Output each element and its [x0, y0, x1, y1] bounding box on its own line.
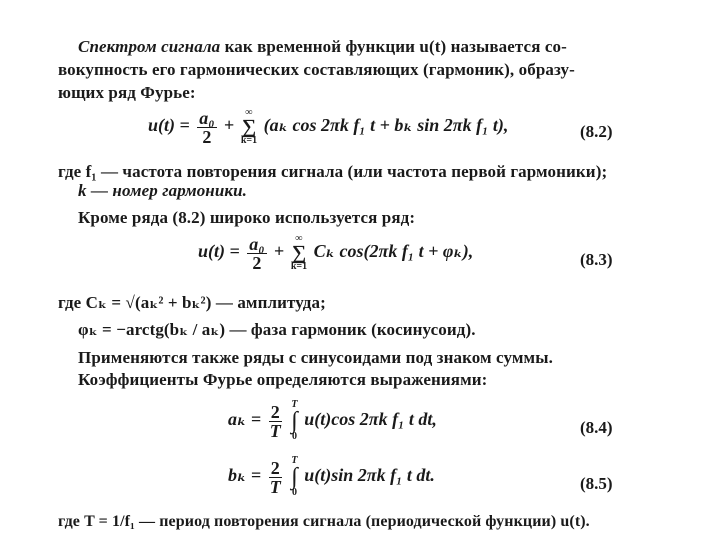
equation-8-4	[228, 400, 437, 442]
eq-8-3-plus: +	[274, 241, 285, 262]
eq-8-5-frac-num: 2	[270, 457, 280, 478]
eq-8-2-frac-num: a₀	[199, 107, 215, 128]
eq-8-5-lhs: bₖ =	[228, 465, 262, 486]
eq-8-2-sum-bottom: k=1	[240, 135, 258, 146]
eq-8-3-lhs: u(t) =	[198, 241, 240, 262]
eq-8-3-frac-num: a₀	[249, 233, 265, 254]
sigma-icon: ∑	[291, 242, 307, 264]
eq-8-4-int-top: T	[291, 399, 298, 410]
eq-8-5-frac-den: T	[269, 476, 281, 497]
eq-8-4-int-bottom: 0	[291, 431, 297, 442]
paragraph-1-line-3: ющих ряд Фурье:	[58, 83, 196, 102]
equation-8-5	[228, 456, 435, 498]
paragraph-3-line-1: Применяются также ряды с синусоидами под знаком суммы.	[78, 348, 553, 367]
eq-8-5-int-bottom: 0	[291, 487, 297, 498]
eq-8-4-body: u(t)cos 2πk f₁ t dt,	[304, 409, 437, 430]
where-1-line-2: k — номер гармоники.	[78, 181, 248, 200]
paragraph-1-line-2: вокупность его гармонических составляющих (гармоник), образу-	[58, 60, 575, 79]
sigma-icon: ∑	[241, 116, 257, 138]
eq-8-3-fraction	[247, 235, 266, 272]
eq-8-2-fraction	[197, 109, 216, 146]
where-2-line-1: где Cₖ = √(aₖ² + bₖ²) — амплитуда;	[58, 293, 326, 312]
where-1-line-1: где f₁ — частота повторения сигнала (или частота первой гармоники);	[58, 162, 608, 181]
equation-number-8-4: (8.4)	[580, 418, 613, 437]
eq-8-5-fraction	[269, 459, 282, 496]
paragraph-1-line-1	[78, 37, 567, 57]
equation-number-8-5: (8.5)	[580, 474, 613, 493]
eq-8-2-sum-top: ∞	[245, 107, 253, 118]
eq-8-4-integral	[291, 400, 298, 442]
paragraph-2: Кроме ряда (8.2) широко используется ряд:	[78, 208, 416, 227]
eq-8-2-body: (aₖ cos 2πk f₁ t + bₖ sin 2πk f₁ t),	[263, 115, 509, 136]
eq-8-3-sum-operator	[291, 234, 307, 272]
eq-8-3-frac-den: 2	[252, 252, 262, 273]
eq-8-2-lhs: u(t) =	[148, 115, 190, 136]
term-signal-spectrum: Спектром сигнала	[78, 37, 221, 56]
eq-8-5-int-top: T	[291, 455, 298, 466]
where-2-line-2: φₖ = −arctg(bₖ / aₖ) — фаза гармоник (косинусоид).	[78, 320, 476, 339]
eq-8-3-sum-top: ∞	[295, 233, 303, 244]
equation-8-3	[198, 234, 473, 272]
equation-number-8-2: (8.2)	[580, 122, 613, 141]
integral-icon: ∫	[291, 408, 298, 434]
eq-8-4-frac-den: T	[269, 420, 281, 441]
eq-8-2-frac-den: 2	[202, 126, 212, 147]
eq-8-5-body: u(t)sin 2πk f₁ t dt.	[304, 465, 435, 486]
eq-8-4-fraction	[269, 403, 282, 440]
eq-8-2-plus: +	[224, 115, 235, 136]
paragraph-3-line-2: Коэффициенты Фурье определяются выражениями:	[78, 370, 488, 389]
eq-8-3-body: Cₖ cos(2πk f₁ t + φₖ),	[313, 241, 474, 262]
footer-definition: где T = 1/f₁ — период повторения сигнала (периодической функции) u(t).	[58, 513, 590, 530]
eq-8-5-integral	[291, 456, 298, 498]
eq-8-4-frac-num: 2	[270, 401, 280, 422]
paragraph-1-line-1-rest: как временной функции u(t) называется со-	[220, 37, 567, 56]
eq-8-3-sum-bottom: k=1	[290, 261, 308, 272]
equation-number-8-3: (8.3)	[580, 250, 613, 269]
integral-icon: ∫	[291, 464, 298, 490]
equation-8-2	[148, 108, 508, 146]
eq-8-2-sum-operator	[241, 108, 257, 146]
eq-8-4-lhs: aₖ =	[228, 409, 262, 430]
